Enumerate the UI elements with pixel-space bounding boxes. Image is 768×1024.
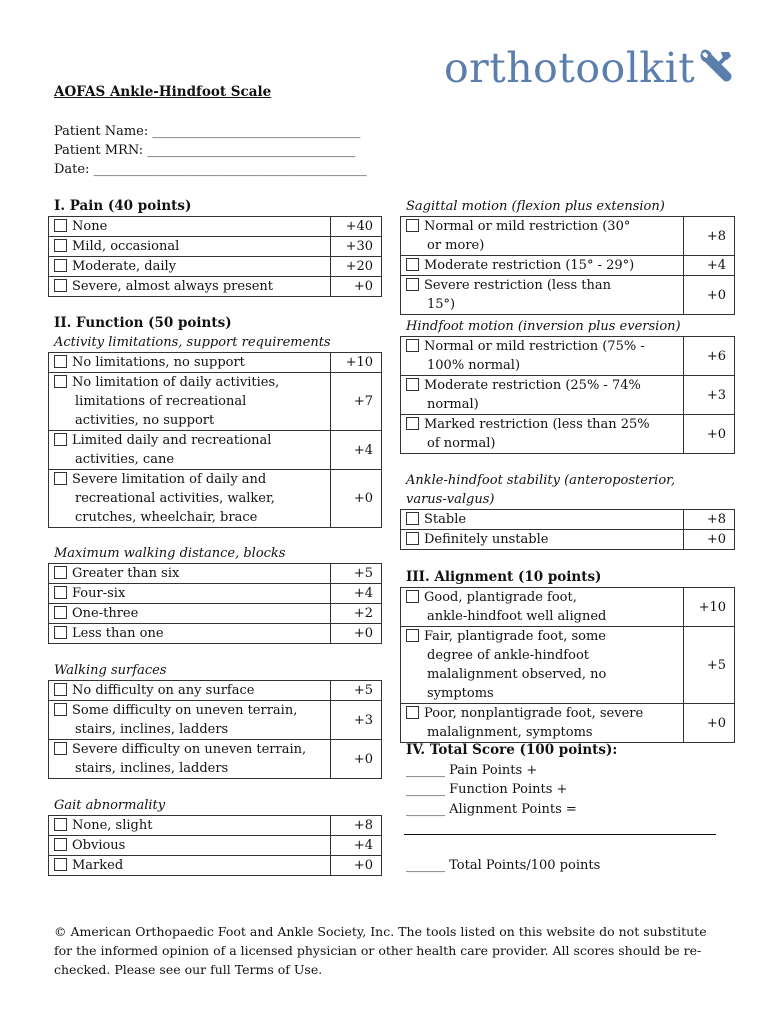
stability-option-cell xyxy=(401,510,684,530)
walking-surfaces-option-cell xyxy=(49,701,331,740)
pain-table xyxy=(48,216,382,297)
checkbox[interactable] xyxy=(54,703,67,716)
checkbox[interactable] xyxy=(406,378,419,391)
checkbox[interactable] xyxy=(54,606,67,619)
points-value: +4 xyxy=(331,836,382,856)
points-value: +0 xyxy=(331,856,382,876)
alignment-row[interactable] xyxy=(401,588,735,627)
option-label: Good, plantigrade foot, ankle-hindfoot well aligned xyxy=(424,590,607,624)
points-value: +4 xyxy=(331,431,382,470)
gait-option xyxy=(54,856,326,875)
checkbox[interactable] xyxy=(406,417,419,430)
points-value: +8 xyxy=(331,816,382,836)
checkbox[interactable] xyxy=(54,626,67,639)
walking-distance-option-cell xyxy=(49,584,331,604)
checkbox[interactable] xyxy=(406,258,419,271)
sagittal-option-cell xyxy=(401,256,684,276)
points-value: +30 xyxy=(331,237,382,257)
option-label: Fair, plantigrade foot, some degree of ankle-hindfoot malalignment observed, no symptoms xyxy=(424,629,607,701)
checkbox[interactable] xyxy=(54,566,67,579)
pain-option xyxy=(54,257,326,276)
walking-surfaces-option-cell xyxy=(49,681,331,701)
walking-distance-option-cell xyxy=(49,564,331,584)
option-label: None, slight xyxy=(72,818,153,833)
checkbox[interactable] xyxy=(406,219,419,232)
stability-option xyxy=(406,510,679,529)
points-value: +5 xyxy=(684,627,735,704)
stability-option xyxy=(406,530,679,549)
activity-option-cell xyxy=(49,373,331,431)
option-label: No limitations, no support xyxy=(72,355,245,370)
alignment-row[interactable] xyxy=(401,627,735,704)
orthotoolkit-logo[interactable] xyxy=(444,38,735,98)
points-value: +10 xyxy=(684,588,735,627)
hindfoot-row[interactable] xyxy=(401,337,735,376)
points-value: +0 xyxy=(684,276,735,315)
checkbox[interactable] xyxy=(406,629,419,642)
checkbox[interactable] xyxy=(406,590,419,603)
checkbox[interactable] xyxy=(406,339,419,352)
checkbox[interactable] xyxy=(54,586,67,599)
option-label: Poor, nonplantigrade foot, severe malalignment, symptoms xyxy=(424,706,644,740)
walking-distance-option xyxy=(54,584,326,603)
walking-surfaces-heading: Walking surfaces xyxy=(54,663,167,678)
points-value: +0 xyxy=(684,415,735,454)
walking-distance-row[interactable] xyxy=(49,624,382,644)
activity-option-cell xyxy=(49,470,331,528)
alignment-option-cell xyxy=(401,704,684,743)
hindfoot-row[interactable] xyxy=(401,376,735,415)
sagittal-option xyxy=(406,217,679,255)
points-value: +3 xyxy=(684,376,735,415)
stability-row[interactable] xyxy=(401,530,735,550)
total-points-line[interactable]: ______ Total Points/100 points xyxy=(406,858,601,873)
checkbox[interactable] xyxy=(54,472,67,485)
patient-name-field[interactable]: Patient Name: ________________________________ xyxy=(54,124,361,139)
walking-surfaces-option xyxy=(54,740,326,778)
walking-surfaces-option xyxy=(54,701,326,739)
checkbox[interactable] xyxy=(54,742,67,755)
points-value: +6 xyxy=(684,337,735,376)
checkbox[interactable] xyxy=(406,512,419,525)
activity-row[interactable] xyxy=(49,470,382,528)
gait-section xyxy=(48,796,382,876)
walking-distance-option xyxy=(54,564,326,583)
hindfoot-option xyxy=(406,376,679,414)
activity-row[interactable] xyxy=(49,431,382,470)
sagittal-table xyxy=(400,216,735,315)
walking-surfaces-option-cell xyxy=(49,740,331,779)
alignment-option-cell xyxy=(401,627,684,704)
hindfoot-heading: Hindfoot motion (inversion plus eversion) xyxy=(406,319,681,334)
option-label: Marked xyxy=(72,858,124,873)
points-value: +10 xyxy=(331,353,382,373)
checkbox[interactable] xyxy=(54,375,67,388)
points-value: +8 xyxy=(684,510,735,530)
gait-heading: Gait abnormality xyxy=(54,798,166,813)
stability-section xyxy=(400,471,735,550)
activity-heading: Activity limitations, support requirements xyxy=(54,335,331,350)
alignment-heading: III. Alignment (10 points) xyxy=(406,569,602,585)
alignment-option xyxy=(406,704,679,742)
alignment-table xyxy=(400,587,735,743)
pain-row[interactable] xyxy=(49,237,382,257)
walking-surfaces-row[interactable] xyxy=(49,701,382,740)
option-label: Normal or mild restriction (75% - 100% normal) xyxy=(424,339,645,373)
option-label: Moderate restriction (15° - 29°) xyxy=(424,258,635,273)
checkbox[interactable] xyxy=(54,219,67,232)
points-value: +5 xyxy=(331,564,382,584)
hindfoot-option xyxy=(406,415,679,453)
points-value: +0 xyxy=(331,740,382,779)
points-value: +0 xyxy=(331,624,382,644)
gait-option-cell xyxy=(49,856,331,876)
sagittal-option xyxy=(406,276,679,314)
option-label: No limitation of daily activities, limitations of recreational activities, no support xyxy=(72,375,280,428)
option-label: Definitely unstable xyxy=(424,532,549,547)
points-value: +4 xyxy=(684,256,735,276)
gait-row[interactable] xyxy=(49,856,382,876)
walking-surfaces-section xyxy=(48,661,382,779)
option-label: No difficulty on any surface xyxy=(72,683,255,698)
form-title: AOFAS Ankle-Hindfoot Scale xyxy=(54,84,272,100)
walking-surfaces-table xyxy=(48,680,382,779)
hindfoot-option-cell xyxy=(401,415,684,454)
checkbox[interactable] xyxy=(54,683,67,696)
walking-distance-option-cell xyxy=(49,624,331,644)
function-heading: II. Function (50 points) xyxy=(54,315,232,331)
pain-row[interactable] xyxy=(49,217,382,237)
activity-option xyxy=(54,470,326,527)
points-value: +7 xyxy=(331,373,382,431)
sagittal-option-cell xyxy=(401,276,684,315)
hindfoot-table xyxy=(400,336,735,454)
activity-option xyxy=(54,353,326,372)
hindfoot-option xyxy=(406,337,679,375)
gait-option xyxy=(54,836,326,855)
checkbox[interactable] xyxy=(54,818,67,831)
alignment-section xyxy=(400,568,735,743)
alignment-option-cell xyxy=(401,588,684,627)
patient-info xyxy=(54,122,367,179)
walking-distance-table xyxy=(48,563,382,644)
stability-row[interactable] xyxy=(401,510,735,530)
pain-row[interactable] xyxy=(49,257,382,277)
points-value: +5 xyxy=(331,681,382,701)
option-label: Severe limitation of daily and recreational activities, walker, crutches, wheelchair, brace xyxy=(72,472,275,525)
pain-option-cell xyxy=(49,217,331,237)
checkbox[interactable] xyxy=(406,278,419,291)
total-divider xyxy=(404,834,716,835)
logo-text: orthotoolkit xyxy=(444,44,696,92)
option-label: Moderate restriction (25% - 74% normal) xyxy=(424,378,641,412)
checkbox[interactable] xyxy=(54,433,67,446)
walking-distance-row[interactable] xyxy=(49,584,382,604)
stability-table xyxy=(400,509,735,550)
alignment-option xyxy=(406,627,679,703)
option-label: Marked restriction (less than 25% of normal) xyxy=(424,417,650,451)
checkbox[interactable] xyxy=(54,259,67,272)
hindfoot-option-cell xyxy=(401,337,684,376)
pain-row[interactable] xyxy=(49,277,382,297)
walking-distance-option xyxy=(54,604,326,623)
alignment-points-line[interactable]: ______ Alignment Points = xyxy=(406,801,577,817)
option-label: Severe restriction (less than 15°) xyxy=(424,278,611,312)
pain-option xyxy=(54,237,326,256)
hindfoot-option-cell xyxy=(401,376,684,415)
gait-option-cell xyxy=(49,836,331,856)
sagittal-row[interactable] xyxy=(401,217,735,256)
walking-distance-row[interactable] xyxy=(49,604,382,624)
points-value: +0 xyxy=(331,277,382,297)
pain-option-cell xyxy=(49,257,331,277)
pain-option-cell xyxy=(49,237,331,257)
option-label: Normal or mild restriction (30° or more) xyxy=(424,219,631,253)
checkbox[interactable] xyxy=(54,838,67,851)
walking-distance-option xyxy=(54,624,326,643)
patient-mrn-field[interactable]: Patient MRN: ________________________________ xyxy=(54,143,356,158)
walking-distance-row[interactable] xyxy=(49,564,382,584)
sagittal-option xyxy=(406,256,679,275)
option-label: Less than one xyxy=(72,626,164,641)
sagittal-section xyxy=(400,197,735,315)
option-label: Obvious xyxy=(72,838,126,853)
activity-row[interactable] xyxy=(49,353,382,373)
option-label: Severe difficulty on uneven terrain, stairs, inclines, ladders xyxy=(72,742,307,776)
points-value: +8 xyxy=(684,217,735,256)
activity-option xyxy=(54,373,326,430)
copyright-footer: © American Orthopaedic Foot and Ankle Society, Inc. The tools listed on this website do not substitute for the informed opinion of a licensed physician or other health care provider. All scores should be re-checked. Please see our full Terms of Use. xyxy=(54,924,707,977)
points-value: +40 xyxy=(331,217,382,237)
total-score-section xyxy=(406,741,617,819)
gait-option-cell xyxy=(49,816,331,836)
points-value: +4 xyxy=(331,584,382,604)
points-value: +2 xyxy=(331,604,382,624)
pain-points-line[interactable]: ______ Pain Points + xyxy=(406,762,538,778)
pain-option-cell xyxy=(49,277,331,297)
checkbox[interactable] xyxy=(406,532,419,545)
sagittal-option-cell xyxy=(401,217,684,256)
pain-heading: I. Pain (40 points) xyxy=(54,198,192,214)
activity-option-cell xyxy=(49,431,331,470)
alignment-row[interactable] xyxy=(401,704,735,743)
walking-distance-heading: Maximum walking distance, blocks xyxy=(54,546,286,561)
walking-distance-section xyxy=(48,544,382,644)
function-points-line[interactable]: ______ Function Points + xyxy=(406,782,568,797)
stability-option-cell xyxy=(401,530,684,550)
activity-option xyxy=(54,431,326,469)
pain-section xyxy=(48,197,382,297)
activity-row[interactable] xyxy=(49,373,382,431)
option-label: Some difficulty on uneven terrain, stairs, inclines, ladders xyxy=(72,703,298,737)
option-label: None xyxy=(72,219,108,234)
walking-surfaces-row[interactable] xyxy=(49,681,382,701)
date-field[interactable]: Date: __________________________________________ xyxy=(54,162,367,177)
points-value: +0 xyxy=(684,704,735,743)
checkbox[interactable] xyxy=(54,279,67,292)
option-label: Stable xyxy=(424,512,467,527)
walking-surfaces-row[interactable] xyxy=(49,740,382,779)
points-value: +20 xyxy=(331,257,382,277)
activity-option-cell xyxy=(49,353,331,373)
checkbox[interactable] xyxy=(54,858,67,871)
option-label: Mild, occasional xyxy=(72,239,180,254)
wrench-icon xyxy=(697,46,735,84)
walking-distance-option-cell xyxy=(49,604,331,624)
total-score-heading: IV. Total Score (100 points): xyxy=(406,742,618,758)
walking-surfaces-option xyxy=(54,681,326,700)
gait-row[interactable] xyxy=(49,836,382,856)
points-value: +0 xyxy=(331,470,382,528)
pain-option xyxy=(54,217,326,236)
sagittal-row[interactable] xyxy=(401,276,735,315)
points-value: +0 xyxy=(684,530,735,550)
sagittal-heading: Sagittal motion (flexion plus extension) xyxy=(406,199,665,214)
points-value: +3 xyxy=(331,701,382,740)
stability-heading: Ankle-hindfoot stability (anteroposterior, varus-valgus) xyxy=(406,473,676,507)
alignment-option xyxy=(406,588,679,626)
gait-option xyxy=(54,816,326,835)
pain-option xyxy=(54,277,326,296)
gait-table xyxy=(48,815,382,876)
activity-table xyxy=(48,352,382,528)
hindfoot-row[interactable] xyxy=(401,415,735,454)
option-label: Moderate, daily xyxy=(72,259,177,274)
option-label: Limited daily and recreational activities, cane xyxy=(72,433,272,467)
option-label: Four-six xyxy=(72,586,126,601)
checkbox[interactable] xyxy=(406,706,419,719)
gait-row[interactable] xyxy=(49,816,382,836)
hindfoot-section xyxy=(400,317,735,454)
checkbox[interactable] xyxy=(54,355,67,368)
checkbox[interactable] xyxy=(54,239,67,252)
option-label: Greater than six xyxy=(72,566,180,581)
option-label: One-three xyxy=(72,606,139,621)
option-label: Severe, almost always present xyxy=(72,279,274,294)
sagittal-row[interactable] xyxy=(401,256,735,276)
function-section xyxy=(48,314,382,528)
